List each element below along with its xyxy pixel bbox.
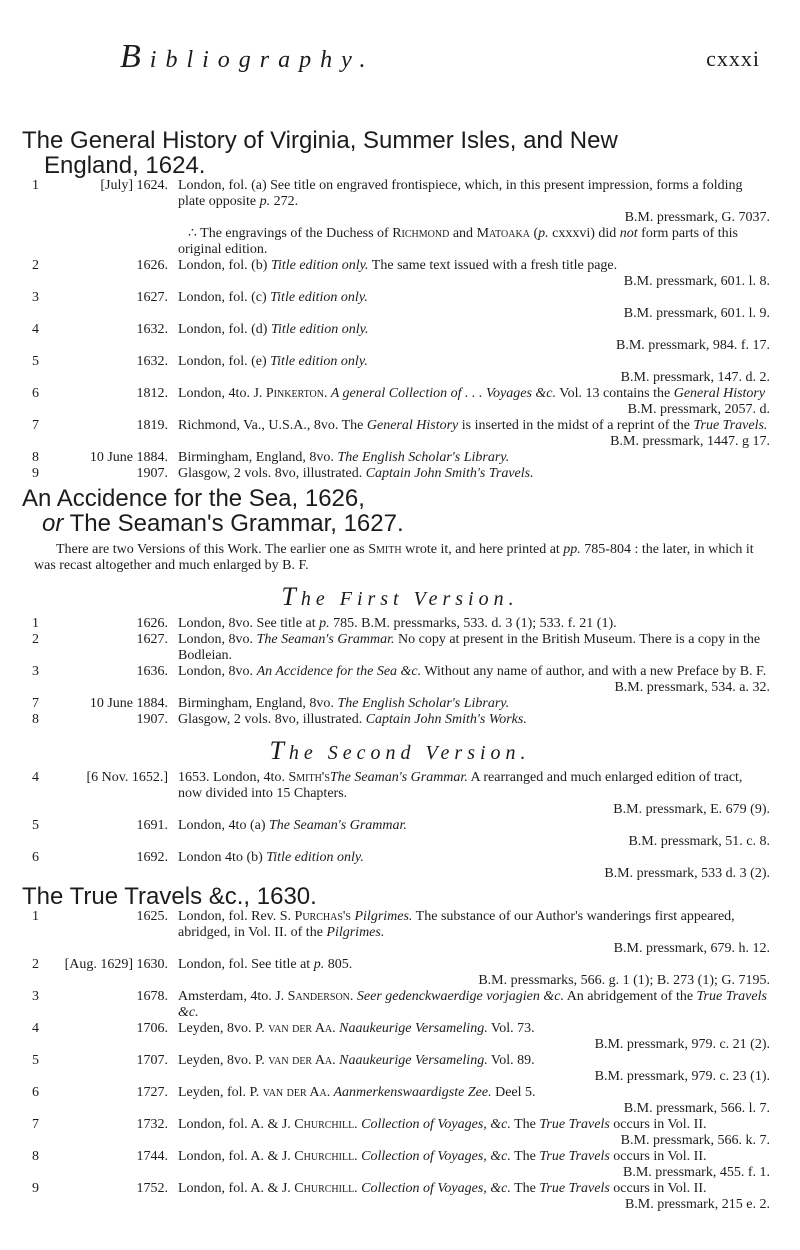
entry-number: 7 (32, 696, 39, 711)
bibliography-entry (0, 450, 800, 466)
entry-text: London, fol. (d) Title edition only. B.M. pressmark, 984. f. 17. (178, 322, 770, 353)
entry-date: 1752. (136, 1181, 168, 1196)
running-head (120, 38, 760, 88)
entry-text: Glasgow, 2 vols. 8vo, illustrated. Captain John Smith's Works. (178, 712, 527, 727)
entry-date: 1907. (136, 466, 168, 481)
bibliography-entry (0, 818, 800, 850)
entries-true-travels (0, 909, 800, 1213)
bibliography-entry (0, 386, 800, 418)
entry-number: 5 (32, 1053, 39, 1068)
bibliography-entry (0, 1149, 800, 1181)
entry-text: London, fol. A. & J. Churchill. Collection of Voyages, &c. The True Travels occurs in Vol. II. B.M. pressmark, 455. f. 1. (178, 1149, 770, 1180)
entry-date: 1692. (136, 850, 168, 865)
page-number: cxxxi (706, 46, 760, 71)
pressmark: B.M. pressmark, 601. l. 9. (623, 306, 770, 321)
entry-text: London 4to (b) Title edition only. B.M. pressmark, 533 d. 3 (2). (178, 850, 770, 881)
bibliography-entry (0, 616, 800, 632)
entry-date: 1626. (136, 616, 168, 631)
bibliography-entry (0, 632, 800, 664)
entry-text: London, 4to (a) The Seaman's Grammar. B.M. pressmark, 51. c. 8. (178, 818, 770, 849)
entry-date: 1632. (136, 354, 168, 369)
entry-date: 1732. (136, 1117, 168, 1132)
entry-number: 7 (32, 418, 39, 433)
entry-date: 1626. (136, 258, 168, 273)
entry-number: 4 (32, 322, 39, 337)
entry-date: 1706. (136, 1021, 168, 1036)
entry-date: 1727. (136, 1085, 168, 1100)
bibliography-entry (0, 1117, 800, 1149)
entry-number: 1 (32, 909, 39, 924)
entry-number: 5 (32, 354, 39, 369)
pressmark: B.M. pressmark, 455. f. 1. (623, 1165, 770, 1180)
section-heading-accidence: An Accidence for the Sea, 1626, (22, 485, 365, 512)
entry-number: 1 (32, 178, 39, 193)
entry-text: London, fol. Rev. S. Purchas's Pilgrimes. The substance of our Author's wanderings first appeared, abridged, in Vol. II. of the Pilgrimes. B.M. pressmark, 679. h. 12. (178, 909, 770, 956)
pressmark: B.M. pressmark, 147. d. 2. (620, 370, 770, 385)
bibliography-entry (0, 1053, 800, 1085)
entry-number: 6 (32, 1085, 39, 1100)
pressmark: B.M. pressmark, 215 e. 2. (624, 1197, 770, 1212)
bibliography-entry (0, 989, 800, 1021)
pressmark: B.M. pressmark, 984. f. 17. (616, 338, 770, 353)
pressmark: B.M. pressmark, 51. c. 8. (628, 834, 770, 849)
entry-number: 5 (32, 818, 39, 833)
bibliography-entry (0, 770, 800, 818)
pressmark: B.M. pressmark, 679. h. 12. (613, 941, 770, 956)
first-version-heading: The First Version. (281, 582, 519, 611)
section-intro: There are two Versions of this Work. The earlier one as Smith wrote it, and here printed at pp. 785-804 : the later, in which it was recast altogether and much enlarged by B. F. (34, 542, 754, 573)
bibliography-entry (0, 712, 800, 728)
entry-date: 1744. (136, 1149, 168, 1164)
entry-date: 1812. (136, 386, 168, 401)
bibliography-entry (0, 1181, 800, 1213)
pressmark: B.M. pressmarks, 566. g. 1 (1); B. 273 (1); G. 7195. (478, 973, 770, 988)
entry-text: Leyden, 8vo. P. van der Aa. Naaukeurige Versameling. Vol. 73. B.M. pressmark, 979. c. 21 (2). (178, 1021, 770, 1052)
entry-number: 4 (32, 1021, 39, 1036)
entries-first-version (0, 616, 800, 728)
entry-text: London, fol. A. & J. Churchill. Collection of Voyages, &c. The True Travels occurs in Vol. II. B.M. pressmark, 566. k. 7. (178, 1117, 770, 1148)
entry-text: Birmingham, England, 8vo. The English Scholar's Library. (178, 696, 510, 711)
pressmark: B.M. pressmark, 566. l. 7. (623, 1101, 770, 1116)
entry-text: London, 4to. J. Pinkerton. A general Collection of . . . Voyages &c. Vol. 13 contains the General History B.M. pressmark, 2057. d. (178, 386, 770, 417)
second-version-heading: The Second Version. (269, 736, 531, 765)
bibliography-entry (0, 1085, 800, 1117)
pressmark: B.M. pressmark, 566. k. 7. (620, 1133, 770, 1148)
entry-date: 1632. (136, 322, 168, 337)
entry-note: ∴ The engravings of the Duchess of Richmond and Matoaka (p. cxxxvi) did not form parts of this original edition. (178, 226, 738, 257)
entry-number: 3 (32, 290, 39, 305)
pressmark: B.M. pressmark, 979. c. 21 (2). (594, 1037, 770, 1052)
pressmark: B.M. pressmark, 601. l. 8. (623, 274, 770, 289)
entry-number: 6 (32, 386, 39, 401)
bibliography-entry (0, 258, 800, 290)
entry-text: London, fol. See title at p. 805. B.M. pressmarks, 566. g. 1 (1); B. 273 (1); G. 7195. (178, 957, 770, 988)
entry-text: London, 8vo. See title at p. 785. B.M. pressmarks, 533. d. 3 (1); 533. f. 21 (1). (178, 616, 617, 631)
entry-number: 6 (32, 850, 39, 865)
section-heading-true-travels: The True Travels &c., 1630. (22, 883, 317, 910)
pressmark: B.M. pressmark, 534. a. 32. (614, 680, 770, 695)
entry-text: 1653. London, 4to. Smith'sThe Seaman's Grammar. A rearranged and much enlarged edition of tract, now divided into 15 Chapters. B.M. pressmark, E. 679 (9). (178, 770, 770, 817)
entry-text: London, fol. (b) Title edition only. The same text issued with a fresh title page. B.M. pressmark, 601. l. 8. (178, 258, 770, 289)
entry-date: 1691. (136, 818, 168, 833)
entry-number: 2 (32, 957, 39, 972)
bibliography-entry (0, 850, 800, 882)
entry-text: London, fol. (e) Title edition only. B.M. pressmark, 147. d. 2. (178, 354, 770, 385)
pressmark: B.M. pressmark, 979. c. 23 (1). (594, 1069, 770, 1084)
entry-number: 1 (32, 616, 39, 631)
pressmark: B.M. pressmark, 2057. d. (627, 402, 770, 417)
entry-date: 1819. (136, 418, 168, 433)
entry-text: London, 8vo. An Accidence for the Sea &c. Without any name of author, and with a new Preface by B. F. B.M. pressmark, 534. a. 32. (178, 664, 770, 695)
entry-date: [July] 1624. (100, 178, 168, 193)
running-head-title: Bibliography. (120, 38, 375, 75)
bibliography-entry (0, 290, 800, 322)
bibliography-entry (0, 696, 800, 712)
entry-text: London, fol. (c) Title edition only. B.M. pressmark, 601. l. 9. (178, 290, 770, 321)
bibliography-entry (0, 178, 800, 258)
entry-number: 2 (32, 632, 39, 647)
entry-text: London, fol. (a) See title on engraved frontispiece, which, in this present impression, forms a folding plate opposite p. 272. B.M. pressmark, G. 7037. ∴ The engravings of the Duchess of Richmond and Matoaka (p. cxxxvi) did not form parts of this original edition. (178, 178, 770, 257)
page-content (0, 128, 800, 1213)
bibliography-entry (0, 664, 800, 696)
entry-number: 9 (32, 1181, 39, 1196)
entry-date: 1625. (136, 909, 168, 924)
bibliography-entry (0, 957, 800, 989)
entry-date: 1678. (136, 989, 168, 1004)
entry-number: 2 (32, 258, 39, 273)
bibliography-entry (0, 354, 800, 386)
entry-text: Leyden, fol. P. van der Aa. Aanmerkenswaardigste Zee. Deel 5. B.M. pressmark, 566. l. 7. (178, 1085, 770, 1116)
pressmark: B.M. pressmark, G. 7037. (624, 210, 770, 225)
pressmark: B.M. pressmark, 533 d. 3 (2). (604, 866, 770, 881)
entry-number: 7 (32, 1117, 39, 1132)
section-subheading-seamans-grammar: or The Seaman's Grammar, 1627. (42, 510, 404, 537)
section-heading-general-history: The General History of Virginia, Summer Isles, and New England, 1624. (22, 127, 618, 179)
pressmark: B.M. pressmark, 1447. g 17. (610, 434, 770, 449)
entry-date: 1627. (136, 632, 168, 647)
bibliography-entry (0, 1021, 800, 1053)
entry-text: Amsterdam, 4to. J. Sanderson. Seer gedenckwaerdige vorjagien &c. An abridgement of the True Travels &c. (178, 989, 767, 1020)
entries-general-history (0, 178, 800, 482)
entry-number: 8 (32, 712, 39, 727)
entry-date: [Aug. 1629] 1630. (64, 957, 168, 972)
entry-date: [6 Nov. 1652.] (86, 770, 168, 785)
entry-number: 8 (32, 1149, 39, 1164)
pressmark: B.M. pressmark, E. 679 (9). (613, 802, 770, 817)
bibliography-entry (0, 466, 800, 482)
bibliography-entry (0, 909, 800, 957)
entry-number: 9 (32, 466, 39, 481)
entry-date: 10 June 1884. (89, 450, 168, 465)
entry-date: 10 June 1884. (89, 696, 168, 711)
entry-number: 3 (32, 664, 39, 679)
entry-date: 1636. (136, 664, 168, 679)
entry-date: 1627. (136, 290, 168, 305)
entry-text: London, fol. A. & J. Churchill. Collection of Voyages, &c. The True Travels occurs in Vol. II. B.M. pressmark, 215 e. 2. (178, 1181, 770, 1212)
entry-number: 3 (32, 989, 39, 1004)
entry-text: Richmond, Va., U.S.A., 8vo. The General History is inserted in the midst of a reprint of the True Travels. B.M. pressmark, 1447. g 17. (178, 418, 770, 449)
entry-text: Leyden, 8vo. P. van der Aa. Naaukeurige Versameling. Vol. 89. B.M. pressmark, 979. c. 23 (1). (178, 1053, 770, 1084)
entries-second-version (0, 770, 800, 882)
entry-text: Glasgow, 2 vols. 8vo, illustrated. Captain John Smith's Travels. (178, 466, 534, 481)
entry-number: 8 (32, 450, 39, 465)
bibliography-entry (0, 418, 800, 450)
entry-date: 1907. (136, 712, 168, 727)
entry-date: 1707. (136, 1053, 168, 1068)
bibliography-entry (0, 322, 800, 354)
entry-number: 4 (32, 770, 39, 785)
entry-text: London, 8vo. The Seaman's Grammar. No copy at present in the British Museum. There is a copy in the Bodleian. (178, 632, 761, 663)
entry-text: Birmingham, England, 8vo. The English Scholar's Library. (178, 450, 510, 465)
